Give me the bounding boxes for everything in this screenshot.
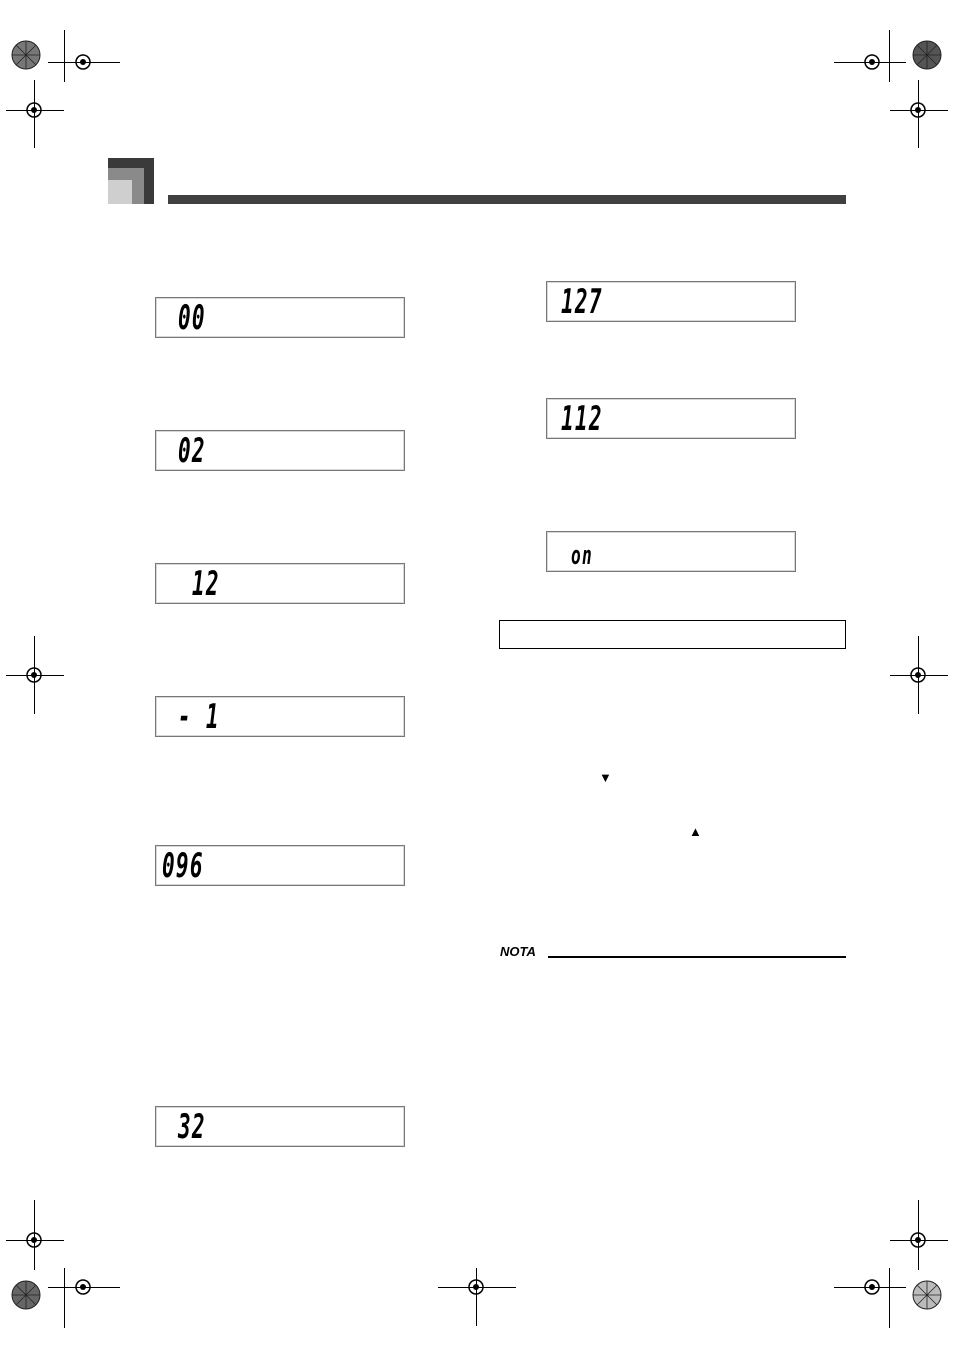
- up-arrow-icon: ▲: [689, 824, 702, 839]
- lcd-display: [155, 1106, 405, 1147]
- lcd-value: 00: [178, 298, 206, 338]
- registration-target-icon: [898, 1220, 938, 1260]
- lcd-display: [546, 281, 796, 322]
- lcd-display: [155, 845, 405, 886]
- lcd-value: 02: [178, 431, 206, 471]
- color-rosette-icon: [912, 1280, 942, 1310]
- section-heading-box: [499, 620, 846, 649]
- section-tab-light: [108, 180, 132, 204]
- registration-target-icon: [852, 1267, 892, 1307]
- lcd-display: [155, 696, 405, 737]
- lcd-display: [155, 563, 405, 604]
- lcd-value: - 1: [178, 697, 220, 737]
- registration-target-icon: [456, 1267, 496, 1307]
- lcd-value: 32: [178, 1107, 206, 1147]
- registration-target-icon: [63, 1267, 103, 1307]
- lcd-display: [155, 430, 405, 471]
- lcd-display: [155, 297, 405, 338]
- note-rule: [548, 956, 846, 958]
- color-rosette-icon: [11, 40, 41, 70]
- color-rosette-icon: [912, 40, 942, 70]
- lcd-value: 12: [178, 564, 220, 604]
- lcd-display: [546, 531, 796, 572]
- lcd-value: 112: [561, 399, 603, 439]
- note-label: NOTA: [500, 944, 536, 959]
- registration-target-icon: [852, 42, 892, 82]
- registration-target-icon: [14, 90, 54, 130]
- registration-target-icon: [898, 90, 938, 130]
- lcd-display: [546, 398, 796, 439]
- header-bar: [168, 195, 846, 204]
- down-arrow-icon: ▼: [599, 770, 612, 785]
- lcd-value: 127: [561, 282, 603, 322]
- registration-target-icon: [898, 655, 938, 695]
- lcd-value: 096: [162, 846, 204, 886]
- lcd-value: on: [571, 541, 593, 571]
- registration-target-icon: [14, 1220, 54, 1260]
- color-rosette-icon: [11, 1280, 41, 1310]
- registration-target-icon: [14, 655, 54, 695]
- registration-target-icon: [63, 42, 103, 82]
